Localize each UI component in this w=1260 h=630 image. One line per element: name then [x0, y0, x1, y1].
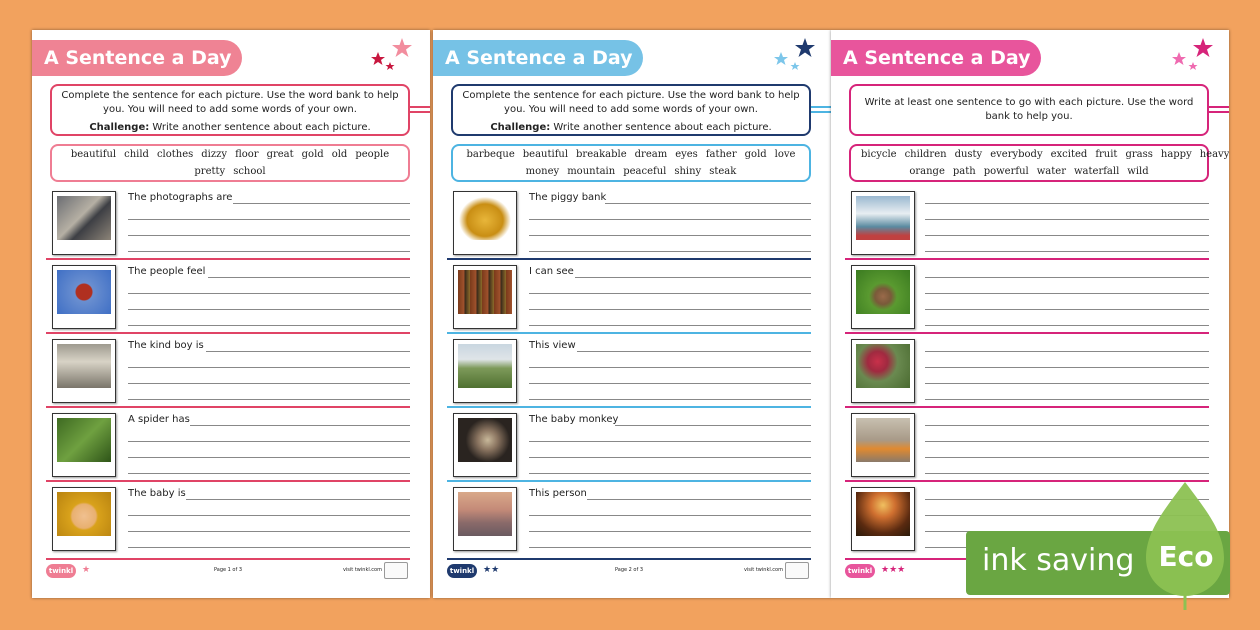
instructions-box — [849, 84, 1209, 136]
fairground-ride-picture — [57, 270, 111, 314]
rabbit-in-grass-picture — [856, 270, 910, 314]
page-title: A Sentence a Day — [32, 40, 242, 76]
word-bank-item: water — [1036, 166, 1066, 177]
baby-monkey-picture — [458, 418, 512, 462]
sentence-prompt: A spider has — [128, 414, 190, 425]
word-bank-item: wild — [1127, 166, 1149, 177]
word-bank-item: mountain — [567, 166, 616, 177]
piggy-bank-picture — [458, 196, 512, 240]
twinkl-logo: twinkl — [447, 564, 477, 578]
word-bank-item: beautiful — [70, 149, 117, 160]
word-bank-item: great — [266, 149, 294, 160]
barbeque-picture — [458, 270, 512, 314]
sentence-prompt: The baby monkey — [529, 414, 619, 425]
man-on-bicycle-picture — [856, 418, 910, 462]
word-bank-item: eyes — [675, 149, 698, 160]
word-bank-item: clothes — [156, 149, 194, 160]
writing-lines[interactable] — [128, 194, 410, 252]
twinkl-logo: twinkl — [845, 564, 875, 578]
page-edge-lines — [811, 106, 831, 116]
word-bank-item: peaceful — [623, 166, 667, 177]
word-bank-item: steak — [709, 166, 737, 177]
picture-row — [447, 334, 811, 408]
picture-row — [845, 260, 1209, 334]
photo-frame — [453, 487, 517, 551]
boy-on-steps-picture — [57, 344, 111, 388]
person-on-mountain-picture — [458, 492, 512, 536]
people-celebrating-picture — [856, 344, 910, 388]
word-bank-item: heavy — [1199, 149, 1229, 160]
photo-frame — [52, 413, 116, 477]
page-footer — [447, 558, 811, 580]
writing-lines[interactable] — [529, 416, 811, 474]
word-bank-item: dusty — [954, 149, 983, 160]
difficulty-stars: ★★ — [483, 565, 500, 575]
difficulty-stars: ★★★ — [881, 565, 906, 575]
instructions-text: Complete the sentence for each picture. Use the word bank to help you. You will need to add some words of your own. — [61, 90, 399, 115]
word-bank-item: gold — [301, 149, 324, 160]
word-bank-item: dream — [634, 149, 668, 160]
worksheet-page-2 — [433, 30, 831, 598]
visit-link[interactable]: visit twinkl.com — [342, 567, 382, 573]
sentence-prompt: This person — [529, 488, 587, 499]
picture-row — [46, 334, 410, 408]
photo-frame — [851, 191, 915, 255]
instructions-box — [451, 84, 811, 136]
writing-lines[interactable] — [925, 194, 1209, 252]
word-bank-item: path — [952, 166, 976, 177]
word-bank-item: money — [525, 166, 560, 177]
word-bank-item: gold — [744, 149, 767, 160]
word-bank-item: beautiful — [522, 149, 569, 160]
word-bank-item: everybody — [990, 149, 1043, 160]
photo-frame — [851, 487, 915, 551]
photo-frame — [453, 191, 517, 255]
sentence-prompt: I can see — [529, 266, 574, 277]
word-bank-item: grass — [1125, 149, 1153, 160]
picture-row — [447, 186, 811, 260]
picture-row — [447, 260, 811, 334]
photo-frame — [851, 265, 915, 329]
word-bank-item: barbeque — [466, 149, 515, 160]
challenge-label: Challenge: — [89, 122, 150, 133]
sentence-prompt: The photographs are — [128, 192, 233, 203]
difficulty-stars: ★ — [82, 565, 91, 575]
instructions-text: Complete the sentence for each picture. Use the word bank to help you. You will need to add some words of your own. — [462, 90, 800, 115]
word-bank-item: orange — [909, 166, 945, 177]
page-title: A Sentence a Day — [433, 40, 643, 76]
word-bank-item: old — [331, 149, 348, 160]
challenge-text: Write another sentence about each picture. — [553, 122, 772, 133]
word-bank-item: powerful — [983, 166, 1029, 177]
word-bank-item: fruit — [1095, 149, 1118, 160]
eco-leaf-icon — [1144, 480, 1226, 612]
writing-lines[interactable] — [529, 194, 811, 252]
waterfall-picture — [856, 196, 910, 240]
photo-frame — [52, 191, 116, 255]
picture-row — [845, 408, 1209, 482]
word-bank-item: shiny — [674, 166, 702, 177]
photo-frame — [453, 339, 517, 403]
ink-saving-label: ink saving — [982, 543, 1135, 578]
photo-frame — [851, 339, 915, 403]
word-bank — [451, 144, 811, 182]
writing-lines[interactable] — [128, 490, 410, 548]
writing-lines[interactable] — [128, 342, 410, 400]
stars-decoration-icon — [368, 36, 418, 76]
baby-picture — [57, 492, 111, 536]
photo-frame — [52, 265, 116, 329]
countryside-view-picture — [458, 344, 512, 388]
page-footer — [46, 558, 410, 580]
picture-row — [46, 186, 410, 260]
picture-row — [46, 482, 410, 556]
word-bank-item: waterfall — [1073, 166, 1120, 177]
word-bank-item: happy — [1160, 149, 1192, 160]
word-bank-item: excited — [1050, 149, 1088, 160]
challenge-text: Write another sentence about each picture. — [152, 122, 371, 133]
worksheet-page-1 — [32, 30, 430, 598]
picture-row — [447, 408, 811, 482]
word-bank-item: floor — [235, 149, 259, 160]
writing-lines[interactable] — [529, 342, 811, 400]
picture-row — [46, 260, 410, 334]
page-number: Page 1 of 3 — [213, 567, 243, 573]
photo-frame — [851, 413, 915, 477]
picture-row — [46, 408, 410, 482]
stars-decoration-icon — [769, 36, 819, 76]
word-bank — [849, 144, 1229, 182]
word-bank-item: children — [904, 149, 947, 160]
photographs-picture — [57, 196, 111, 240]
page-title: A Sentence a Day — [831, 40, 1041, 76]
word-bank-item: school — [233, 166, 266, 177]
photo-frame — [52, 487, 116, 551]
photo-frame — [52, 339, 116, 403]
page-number: Page 2 of 3 — [614, 567, 644, 573]
writing-lines[interactable] — [925, 342, 1209, 400]
word-bank-item: pretty — [194, 166, 226, 177]
writing-lines[interactable] — [925, 268, 1209, 326]
instructions-text: Write at least one sentence to go with each picture. Use the word bank to help you. — [864, 97, 1194, 122]
photo-frame — [453, 265, 517, 329]
word-bank-item: dizzy — [201, 149, 228, 160]
word-bank-item: bicycle — [861, 149, 897, 160]
sentence-prompt: The baby is — [128, 488, 186, 499]
picture-row — [845, 186, 1209, 260]
instructions-box — [50, 84, 410, 136]
writing-lines[interactable] — [529, 490, 811, 548]
word-bank-item: father — [705, 149, 737, 160]
writing-lines[interactable] — [128, 268, 410, 326]
word-bank-item: love — [774, 149, 796, 160]
word-bank — [50, 144, 410, 182]
writing-lines[interactable] — [925, 416, 1209, 474]
challenge-label: Challenge: — [490, 122, 551, 133]
twinkl-logo: twinkl — [46, 564, 76, 578]
visit-link[interactable]: visit twinkl.com — [743, 567, 783, 573]
quality-badge-icon — [785, 562, 809, 579]
writing-lines[interactable] — [128, 416, 410, 474]
picture-row — [447, 482, 811, 556]
page-edge-lines — [410, 106, 430, 116]
sentence-prompt: The piggy bank — [529, 192, 607, 203]
page-edge-lines — [1209, 106, 1229, 116]
quality-badge-icon — [384, 562, 408, 579]
word-bank-item: child — [124, 149, 149, 160]
sentence-prompt: This view — [529, 340, 576, 351]
children-running-picture — [856, 492, 910, 536]
picture-row — [845, 334, 1209, 408]
spider-picture — [57, 418, 111, 462]
photo-frame — [453, 413, 517, 477]
writing-lines[interactable] — [529, 268, 811, 326]
sentence-prompt: The people feel — [128, 266, 206, 277]
sentence-prompt: The kind boy is — [128, 340, 204, 351]
word-bank-item: people — [355, 149, 390, 160]
stars-decoration-icon — [1167, 36, 1217, 76]
word-bank-item: breakable — [576, 149, 627, 160]
eco-label: Eco — [1158, 540, 1214, 573]
